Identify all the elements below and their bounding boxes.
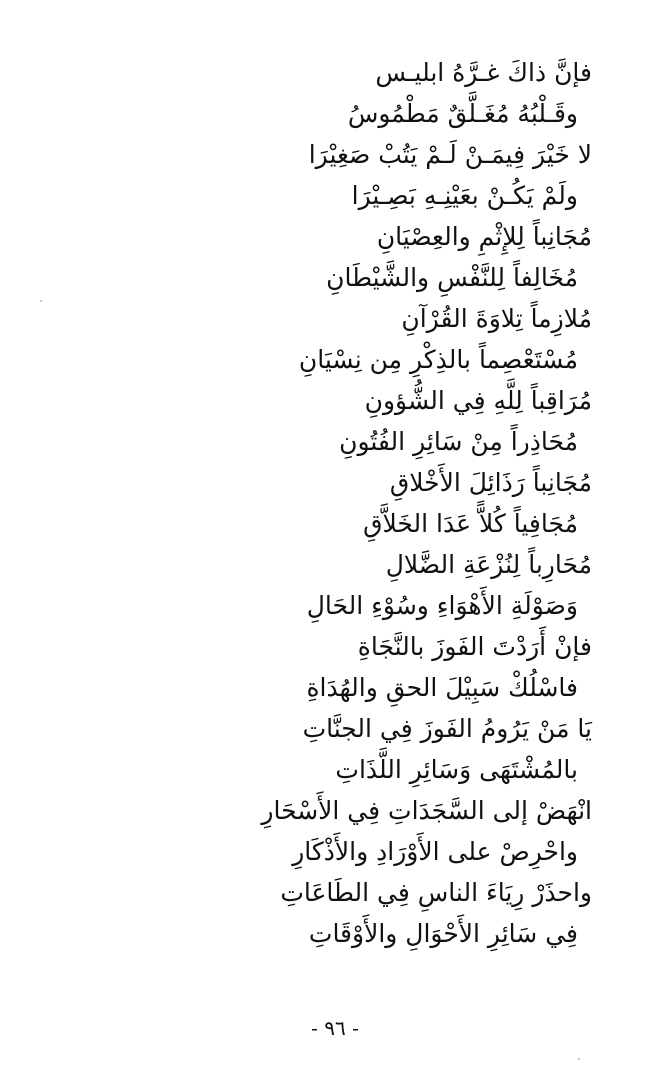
poem-line: وَصَوْلَةِ الأَهْوَاءِ وسُوْءِ الحَالِ: [306, 591, 578, 620]
poem-line: يَا مَنْ يَرُومُ الفَوزَ فِي الجنَّاتِ: [302, 714, 592, 743]
poem-line: فاسْلُكْ سَبِيْلَ الحقِ والهُدَاةِ: [306, 673, 578, 702]
poem-line: مُجَافِياً كُلاًّ عَدَا الخَلاَّقِ: [363, 509, 578, 538]
poem-line: مُسْتَعْصِماً بالذِكْرِ مِن نِسْيَانِ: [298, 345, 578, 374]
poem-line: مُجَانِباً رَذَائِلَ الأَخْلاقِ: [389, 468, 592, 497]
poem-line: واحْرِصْ على الأَوْرَادِ والأَذْكَارِ: [292, 837, 578, 866]
poem-text: [0, 52, 670, 954]
poem-line: انْهَضْ إلى السَّجَدَاتِ فِي الأَسْحَارِ: [261, 796, 592, 825]
poem-line: واحذَرْ رِيَاءَ الناسِ فِي الطَاعَاتِ: [280, 878, 592, 907]
poem-line: مُحَاذِراً مِنْ سَائِرِ الفُتُونِ: [339, 427, 578, 456]
poem-line: فإنْ أَرَدْتَ الفَوزَ بالنَّجَاةِ: [357, 632, 592, 661]
poem-line: بالمُشْتَهَى وَسَائِرِ اللَّذَاتِ: [335, 755, 578, 784]
poem-line: لا خَيْرَ فِيمَـنْ لَـمْ يَتُبْ صَغِيْرَا: [308, 140, 592, 169]
poem-line: مُخَالِفاً لِلنَّفْسِ والشَّيْطَانِ: [326, 263, 578, 292]
page-number: - ٩٦ -: [311, 1016, 359, 1040]
poem-line: مُلازِماً تِلاوَةَ القُرْآنِ: [401, 304, 592, 333]
poem-line: مُحَارِباً لِنُزْعَةِ الضَّلالِ: [385, 550, 592, 579]
poem-line: مُجَانِباً لِلإِثْمِ والعِصْيَانِ: [376, 222, 592, 251]
poem-line: فإنَّ ذاكَ غـرَّهُ ابليـس: [375, 58, 592, 87]
poem-line: وقَـلْبُهُ مُغَـلَّقٌ مَطْمُوسُ: [347, 99, 578, 128]
poem-line: فِي سَائِرِ الأَحْوَالِ والأَوْقَاتِ: [308, 919, 578, 948]
scan-speck: [40, 300, 42, 302]
scan-speck: [578, 1058, 580, 1060]
poem-line: ولَمْ يَكُـنْ بعَيْنِـهِ بَصِـيْرَا: [351, 181, 578, 210]
poem-line: مُرَاقِباً لِلَّهِ فِي الشُّؤونِ: [364, 386, 592, 415]
